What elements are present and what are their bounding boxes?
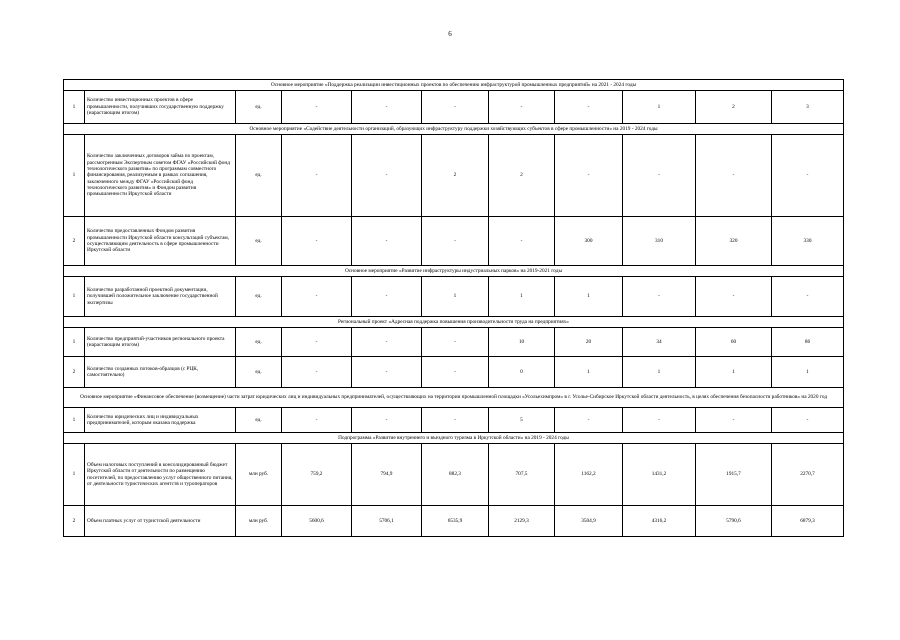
value-cell: - [696, 408, 772, 433]
value-cell: - [422, 357, 489, 388]
section-title: Основное мероприятие «Содействие деятельности организаций, образующих инфраструктуру поддержки хозяйствующих субъектов в сфере промышленности» на 2019 - 2024 годы [64, 124, 844, 135]
row-number: 1 [64, 135, 85, 217]
value-cell: - [422, 217, 489, 266]
value-cell: 1 [772, 357, 844, 388]
value-cell: - [282, 277, 352, 317]
value-cell: 86 [772, 328, 844, 357]
value-cell: 4316,2 [623, 506, 696, 537]
unit-cell: ед. [236, 328, 282, 357]
table-row [64, 444, 844, 506]
unit-cell: ед. [236, 217, 282, 266]
value-cell: 2129,3 [489, 506, 555, 537]
value-cell: - [623, 135, 696, 217]
section-header-row [64, 388, 844, 408]
unit-cell: ед. [236, 357, 282, 388]
value-cell: - [696, 277, 772, 317]
value-cell: 2270,7 [772, 444, 844, 506]
value-cell: - [352, 277, 422, 317]
table-row [64, 328, 844, 357]
value-cell: 3504,9 [555, 506, 623, 537]
value-cell: 1 [623, 91, 696, 124]
indicator-name: Количество созданных потоков-образцов (с РЦК, самостоятельно) [85, 357, 236, 388]
value-cell: 3 [772, 91, 844, 124]
value-cell: 1431,2 [623, 444, 696, 506]
value-cell: 707,5 [489, 444, 555, 506]
value-cell: 5790,6 [696, 506, 772, 537]
table-row [64, 91, 844, 124]
value-cell: 1 [489, 277, 555, 317]
table-row [64, 217, 844, 266]
value-cell: - [422, 91, 489, 124]
value-cell: 6879,3 [772, 506, 844, 537]
value-cell: 60 [696, 328, 772, 357]
value-cell: - [282, 217, 352, 266]
row-number: 2 [64, 506, 85, 537]
section-title: Основное мероприятие «Поддержка реализации инвестиционных проектов по обеспечению инфраструктурой промышленных предприятий» на 2021 - 2024 годы [64, 80, 844, 91]
section-header-row [64, 124, 844, 135]
table-row [64, 135, 844, 217]
row-number: 1 [64, 408, 85, 433]
value-cell: 794,9 [352, 444, 422, 506]
value-cell: - [489, 217, 555, 266]
value-cell: - [772, 277, 844, 317]
section-header-row [64, 266, 844, 277]
value-cell: 0 [489, 357, 555, 388]
value-cell: - [555, 91, 623, 124]
section-title: Подпрограмма «Развитие внутреннего и въездного туризма в Иркутской области» на 2019 - 2024 годы [64, 433, 844, 444]
value-cell: - [623, 277, 696, 317]
value-cell: - [489, 91, 555, 124]
value-cell: - [352, 328, 422, 357]
value-cell: 1 [422, 277, 489, 317]
row-number: 1 [64, 328, 85, 357]
section-header-row [64, 317, 844, 328]
value-cell: - [623, 408, 696, 433]
indicator-name: Объем платных услуг от туристской деятельности [85, 506, 236, 537]
section-title: Региональный проект «Адресная поддержка повышения производительности труда на предприятиях» [64, 317, 844, 328]
value-cell: - [282, 357, 352, 388]
value-cell: 5706,1 [352, 506, 422, 537]
value-cell: 2 [422, 135, 489, 217]
value-cell: - [422, 408, 489, 433]
value-cell: 1162,2 [555, 444, 623, 506]
value-cell: 5600,6 [282, 506, 352, 537]
indicator-name: Количество разработанной проектной документации, получившей положительное заключение государственной экспертизы [85, 277, 236, 317]
indicators-table [63, 79, 844, 537]
table-row [64, 408, 844, 433]
value-cell: 759,2 [282, 444, 352, 506]
indicator-name: Количество юридических лиц и индивидуальных предпринимателей, которым оказана поддержка [85, 408, 236, 433]
page-number: 6 [448, 30, 452, 38]
value-cell: - [282, 408, 352, 433]
value-cell: 330 [772, 217, 844, 266]
value-cell: - [352, 91, 422, 124]
indicator-name: Количество заключенных договоров займа по проектам, рассмотренным Экспертным советом ФГАУ «Российский фонд технологического развития» по программам совместного финансирования, реализуемым в рамках соглашения, заключенного между ФГАУ «Российский фонд технологического развития» и Фондом развития промышленности Иркутской области [85, 135, 236, 217]
table-row [64, 277, 844, 317]
section-header-row [64, 80, 844, 91]
value-cell: 20 [555, 328, 623, 357]
value-cell: 34 [623, 328, 696, 357]
unit-cell: млн руб. [236, 444, 282, 506]
value-cell: - [282, 91, 352, 124]
unit-cell: млн руб. [236, 506, 282, 537]
value-cell: 6535,9 [422, 506, 489, 537]
row-number: 1 [64, 91, 85, 124]
value-cell: 882,3 [422, 444, 489, 506]
value-cell: 320 [696, 217, 772, 266]
value-cell: 1 [555, 277, 623, 317]
section-title: Основное мероприятие «Финансовое обеспечение (возмещение) части затрат юридических лиц и индивидуальных предпринимателей, осуществляющих на территории промышленной площадки «Усольехимпром» в г. Усолье-Сибирское Иркутской области деятельность, в целях обеспечения безопасности работников» на 2020 год [64, 388, 844, 408]
value-cell: - [696, 135, 772, 217]
indicator-name: Количество предприятий-участников регионального проекта (нарастающим итогом) [85, 328, 236, 357]
value-cell: 1 [623, 357, 696, 388]
value-cell: - [352, 217, 422, 266]
value-cell: 1 [555, 357, 623, 388]
value-cell: - [352, 408, 422, 433]
value-cell: - [422, 328, 489, 357]
unit-cell: ед. [236, 91, 282, 124]
table-row [64, 357, 844, 388]
row-number: 2 [64, 217, 85, 266]
row-number: 2 [64, 357, 85, 388]
indicator-name: Количество предоставленных Фондом развития промышленности Иркутской области консультаций субъектам, осуществляющим деятельность в сфере промышленности Иркутской области [85, 217, 236, 266]
value-cell: - [352, 357, 422, 388]
value-cell: 1 [696, 357, 772, 388]
value-cell: 2 [696, 91, 772, 124]
value-cell: 1915,7 [696, 444, 772, 506]
value-cell: 5 [489, 408, 555, 433]
value-cell: - [555, 135, 623, 217]
indicator-name: Количество инвестиционных проектов в сфере промышленности, получивших государственную поддержку (нарастающим итогом) [85, 91, 236, 124]
indicator-name: Объем налоговых поступлений в консолидированный бюджет Иркутской области от деятельности по размещению посетителей, по предоставлению услуг общественного питания, от деятельности туристических агентств и туроператоров [85, 444, 236, 506]
value-cell: - [772, 135, 844, 217]
section-header-row [64, 433, 844, 444]
value-cell: - [352, 135, 422, 217]
value-cell: - [772, 408, 844, 433]
unit-cell: ед. [236, 408, 282, 433]
value-cell: 300 [555, 217, 623, 266]
value-cell: - [282, 328, 352, 357]
value-cell: 310 [623, 217, 696, 266]
value-cell: 10 [489, 328, 555, 357]
section-title: Основное мероприятие «Развитие инфраструктуры индустриальных парков» на 2019-2021 годы [64, 266, 844, 277]
value-cell: - [282, 135, 352, 217]
value-cell: 2 [489, 135, 555, 217]
unit-cell: ед. [236, 135, 282, 217]
unit-cell: ед. [236, 277, 282, 317]
row-number: 1 [64, 444, 85, 506]
value-cell: - [555, 408, 623, 433]
row-number: 1 [64, 277, 85, 317]
table-row [64, 506, 844, 537]
